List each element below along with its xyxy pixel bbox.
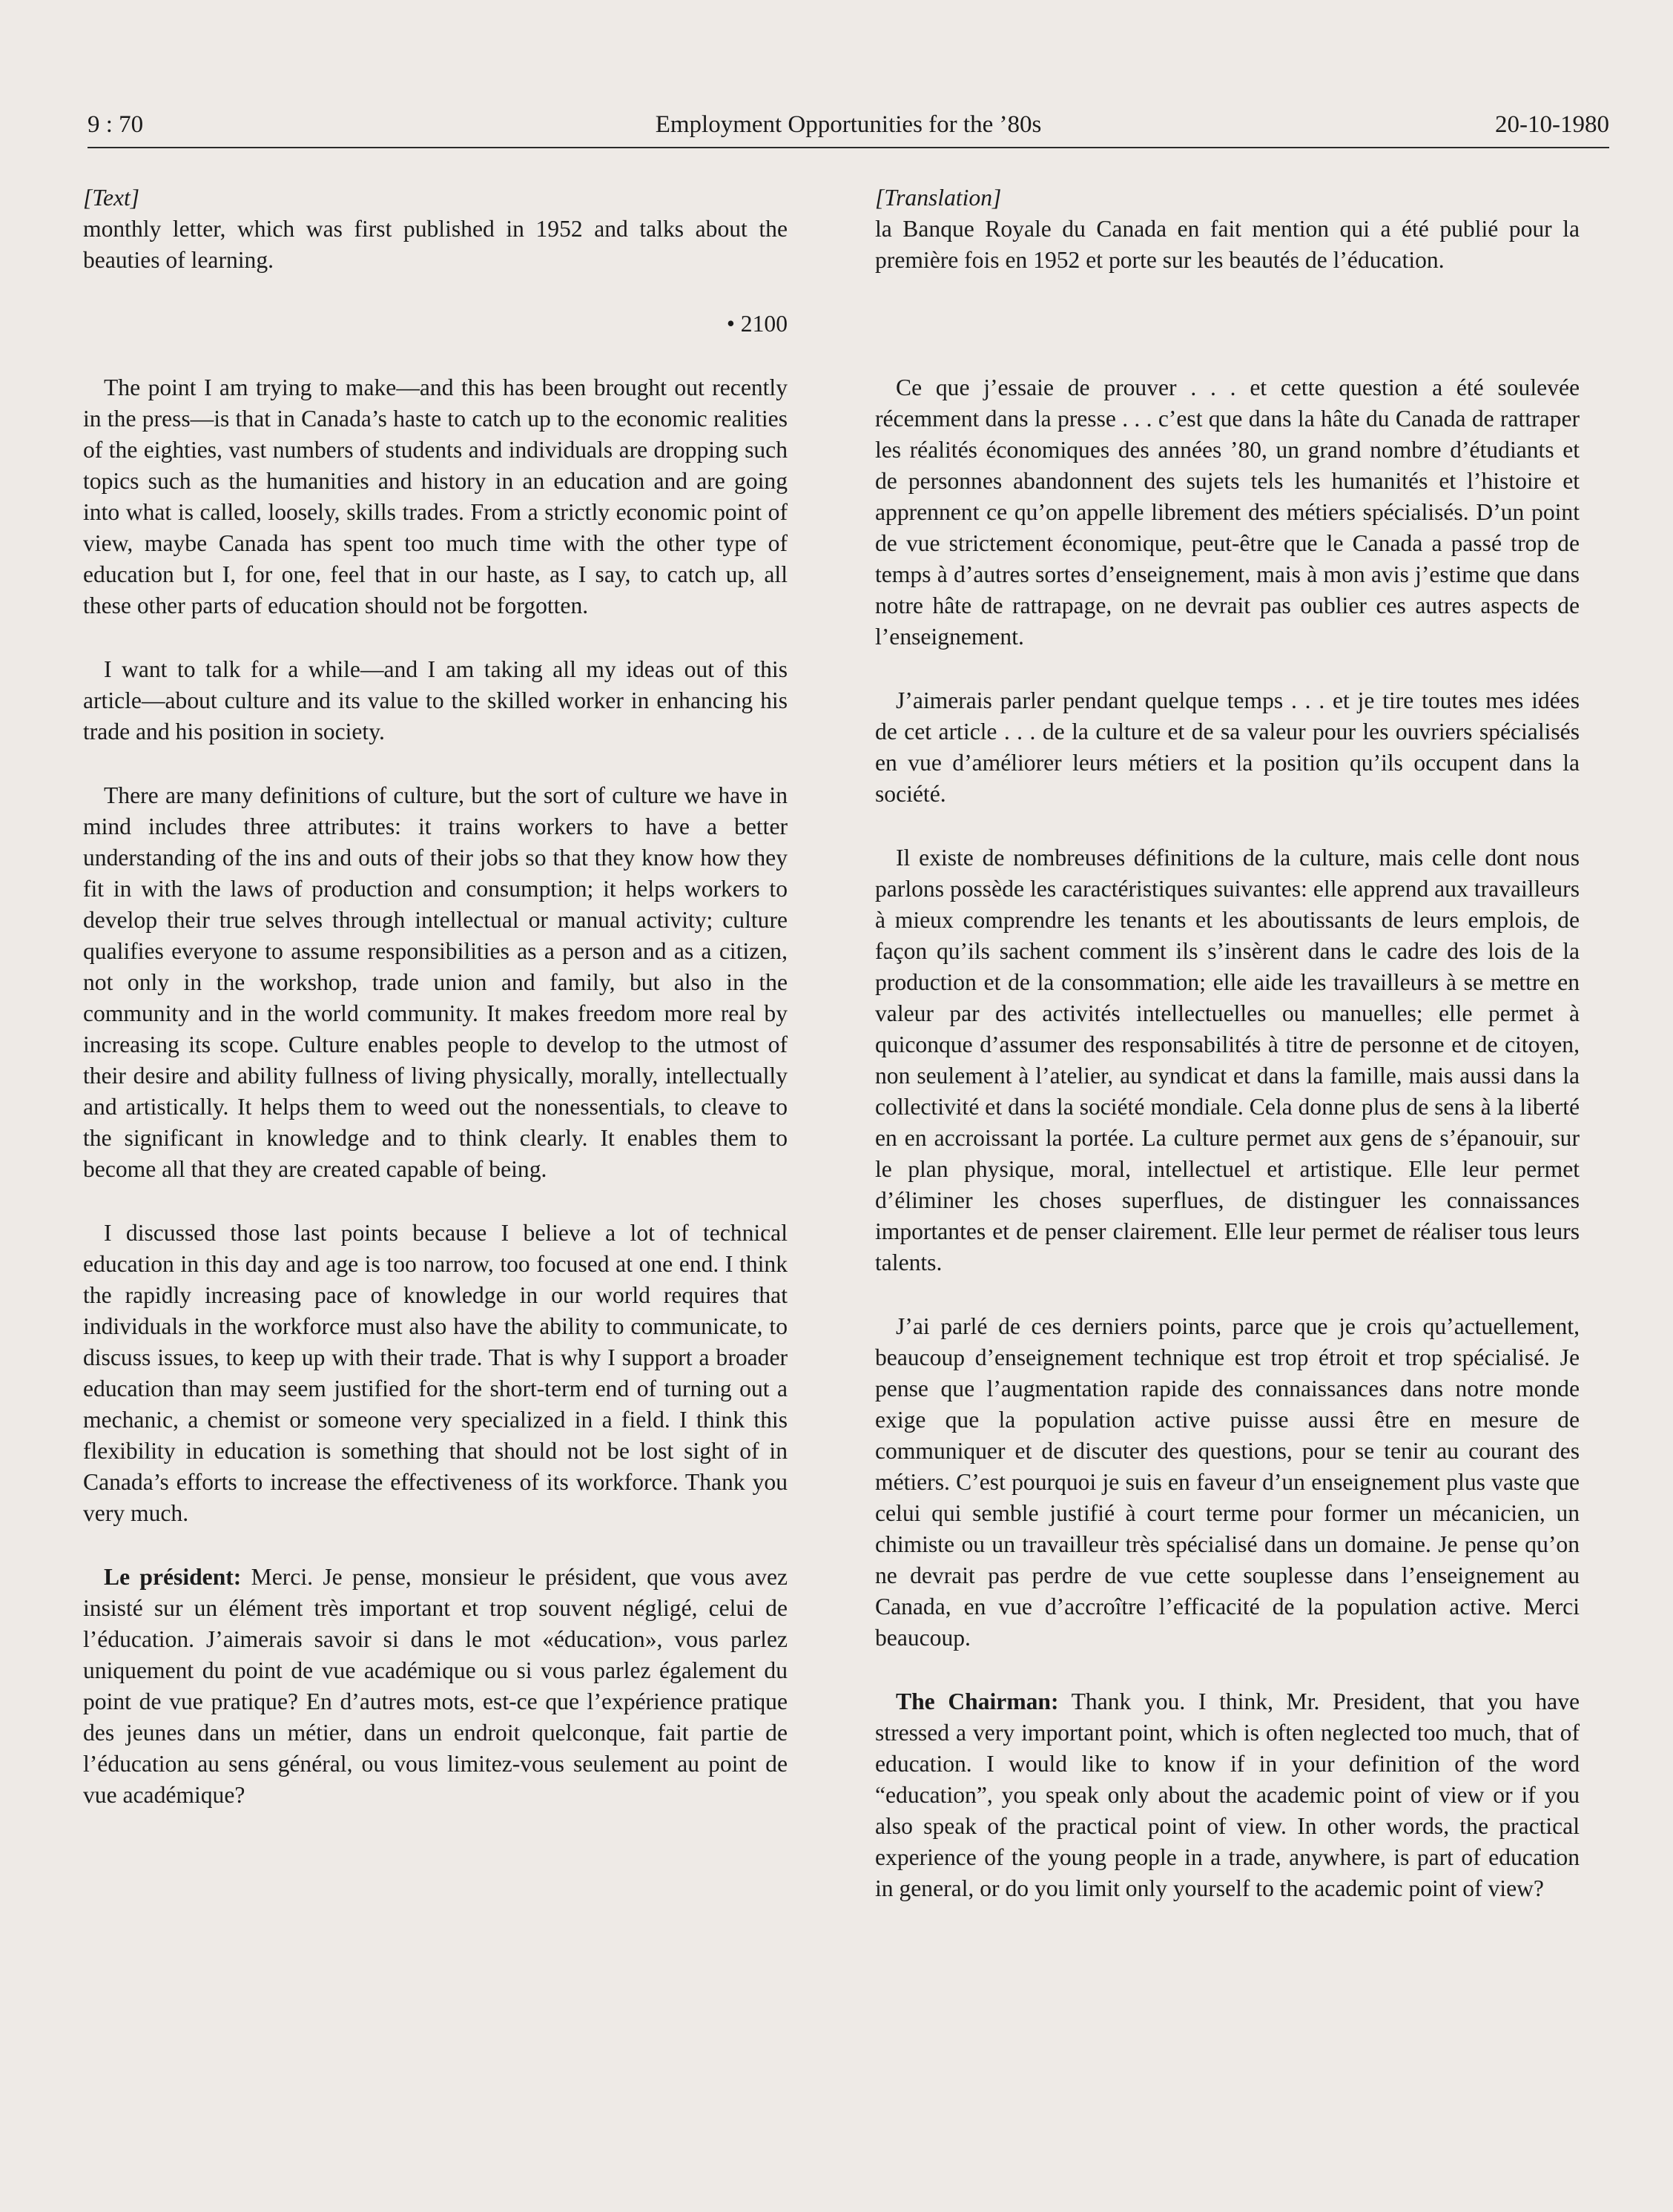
page-header	[88, 108, 1609, 148]
paragraph: Ce que j’essaie de prouver . . . et cette question a été soulevée récemment dans la presse . . . c’est que dans la hâte du Canada de rattraper les réalités économiques des années ’80, un grand nombre d’étudiants et de personnes abandonnent des sujets tels les humanités et l’histoire et apprennent ce qu’on appelle librement des métiers spécialisés. D’un point de vue strictement économique, peut-être que le Canada a passé trop de temps à d’autres sortes d’enseignement, mais à mon avis j’estime que dans notre hâte de rattrapage, on ne devrait pas oublier ces autres aspects de l’enseignement.	[875, 374, 1580, 650]
marker-spacer	[875, 308, 1580, 372]
paragraph: Il existe de nombreuses définitions de la culture, mais celle dont nous parlons possède les caractéristiques suivantes: elle apprend aux travailleurs à mieux comprendre les tenants et les aboutissants de leurs emplois, de façon qu’ils sachent comment ils s’insèrent dans le cadre des lois de la production et de la consommation; elle aide les travailleurs à se mettre en valeur par des activités intellectuelles ou manuelles; elle permet à quiconque d’assumer des responsabilités à titre de personne et de citoyen, non seulement à l’atelier, au syndicat et dans la famille, mais aussi dans la collectivité et dans la société mondiale. Cela donne plus de sens à la liberté en en accroissant la portée. La culture permet aux gens de s’épanouir, sur le plan physique, moral, intellectuel et artistique. Elle leur permet d’éliminer les choses superflues, de distinguer les connaissances importantes et de penser clairement. Elle leur permet de réaliser tous leurs talents.	[875, 845, 1580, 1275]
speaker-label: Le président:	[104, 1564, 242, 1590]
speaker-label: The Chairman:	[896, 1688, 1059, 1714]
paragraph: la Banque Royale du Canada en fait mention qui a été publié pour la première fois en 1952 et porte sur les beautés de l’éducation.	[875, 216, 1580, 273]
paragraph: monthly letter, which was first published in 1952 and talks about the beauties of learning.	[83, 216, 788, 273]
speaker-paragraph	[875, 1686, 1580, 1904]
speaker-paragraph	[83, 1562, 788, 1811]
paragraph: I discussed those last points because I believe a lot of technical education in this day and age is too narrow, too focused at one end. I think the rapidly increasing pace of knowledge in our world requires that individuals in the workforce must also have the ability to communicate, to discuss issues, to keep up with their trade. That is why I support a broader education than may seem justified for the short-term end of turning out a mechanic, a chemist or someone very specialized in a field. I think this flexibility in education is something that should not be lost sight of in Canada’s efforts to increase the effectiveness of its workforce. Thank you very much.	[83, 1220, 788, 1526]
speaker-text: Merci. Je pense, monsieur le président, que vous avez insisté sur un élément très important et trop souvent négligé, celui de l’éducation. J’aimerais savoir si dans le mot «éducation», vous parlez uniquement du point de vue académique ou si vous parlez également du point de vue pratique? En d’autres mots, est-ce que l’expérience pratique des jeunes dans un métier, dans un endroit quelconque, fait partie de l’éducation au sens général, ou vous limitez-vous seulement au point de vue académique?	[83, 1564, 788, 1808]
paragraph: There are many definitions of culture, but the sort of culture we have in mind includes three attributes: it trains workers to have a better understanding of the ins and outs of their jobs so that they know how they fit in with the laws of production and consumption; it helps workers to develop their true selves through intellectual or manual activity; culture qualifies everyone to assume responsibilities as a person and as a citizen, not only in the workshop, trade union and family, but also in the community and in the world community. It makes freedom more real by increasing its scope. Culture enables people to develop to the utmost of their desire and ability fullness of living physically, morally, intellectually and artistically. It helps them to weed out the nonessentials, to cleave to the significant in knowledge and to think clearly. It enables them to become all that they are created capable of being.	[83, 782, 788, 1182]
speaker-text: Thank you. I think, Mr. President, that you have stressed a very important point, which is often neglected too much, that of education. I would like to know if in your definition of the word “education”, you speak only about the academic point of view or if you also speak of the practical point of view. In other words, the practical experience of the young people in a trade, anywhere, is part of education in general, or do you limit only yourself to the academic point of view?	[875, 1688, 1580, 1901]
page-number: 9 : 70	[88, 111, 144, 138]
paragraph: I want to talk for a while—and I am taking all my ideas out of this article—about culture and its value to the skilled worker in enhancing his trade and his position in society.	[83, 656, 788, 745]
translation-tag: [Translation]	[875, 185, 1002, 211]
paragraph: The point I am trying to make—and this has been brought out recently in the press—is that in Canada’s haste to catch up to the economic realities of the eighties, vast numbers of students and individuals are dropping such topics such as the humanities and history in an education and are going into what is called, loosely, skills trades. From a strictly economic point of view, maybe Canada has spent too much time with the other type of education but I, for one, feel that in our haste, as I say, to catch up, all these other parts of education should not be forgotten.	[83, 374, 788, 618]
french-column	[875, 182, 1580, 1937]
text-tag: [Text]	[83, 185, 140, 211]
paragraph: J’aimerais parler pendant quelque temps . . . et je tire toutes mes idées de cet article . . . de la culture et de sa valeur pour les ouvriers spécialisés en vue d’améliorer leurs métiers et la position qu’ils occupent dans la société.	[875, 687, 1580, 807]
time-marker: • 2100	[726, 311, 788, 337]
running-title: Employment Opportunities for the ’80s	[655, 111, 1042, 138]
header-date: 20-10-1980	[1495, 111, 1609, 138]
paragraph: J’ai parlé de ces derniers points, parce que je crois qu’actuellement, beaucoup d’enseignement technique est trop étroit et trop spécialisé. Je pense que l’augmentation rapide des connaissances dans notre monde exige que la population active puisse aussi être en mesure de communiquer et de discuter des questions, pour se tenir au courant des métiers. C’est pourquoi je suis en faveur d’un enseignement plus vaste que celui qui semble justifié à court terme pour former un mécanicien, un chimiste ou un travailleur très spécialisé dans un domaine. Je pense qu’on ne devrait pas perdre de vue cette souplesse dans l’enseignement au Canada, en vue d’accroître l’efficacité de la population active. Merci beaucoup.	[875, 1313, 1580, 1651]
english-column	[83, 182, 788, 1843]
